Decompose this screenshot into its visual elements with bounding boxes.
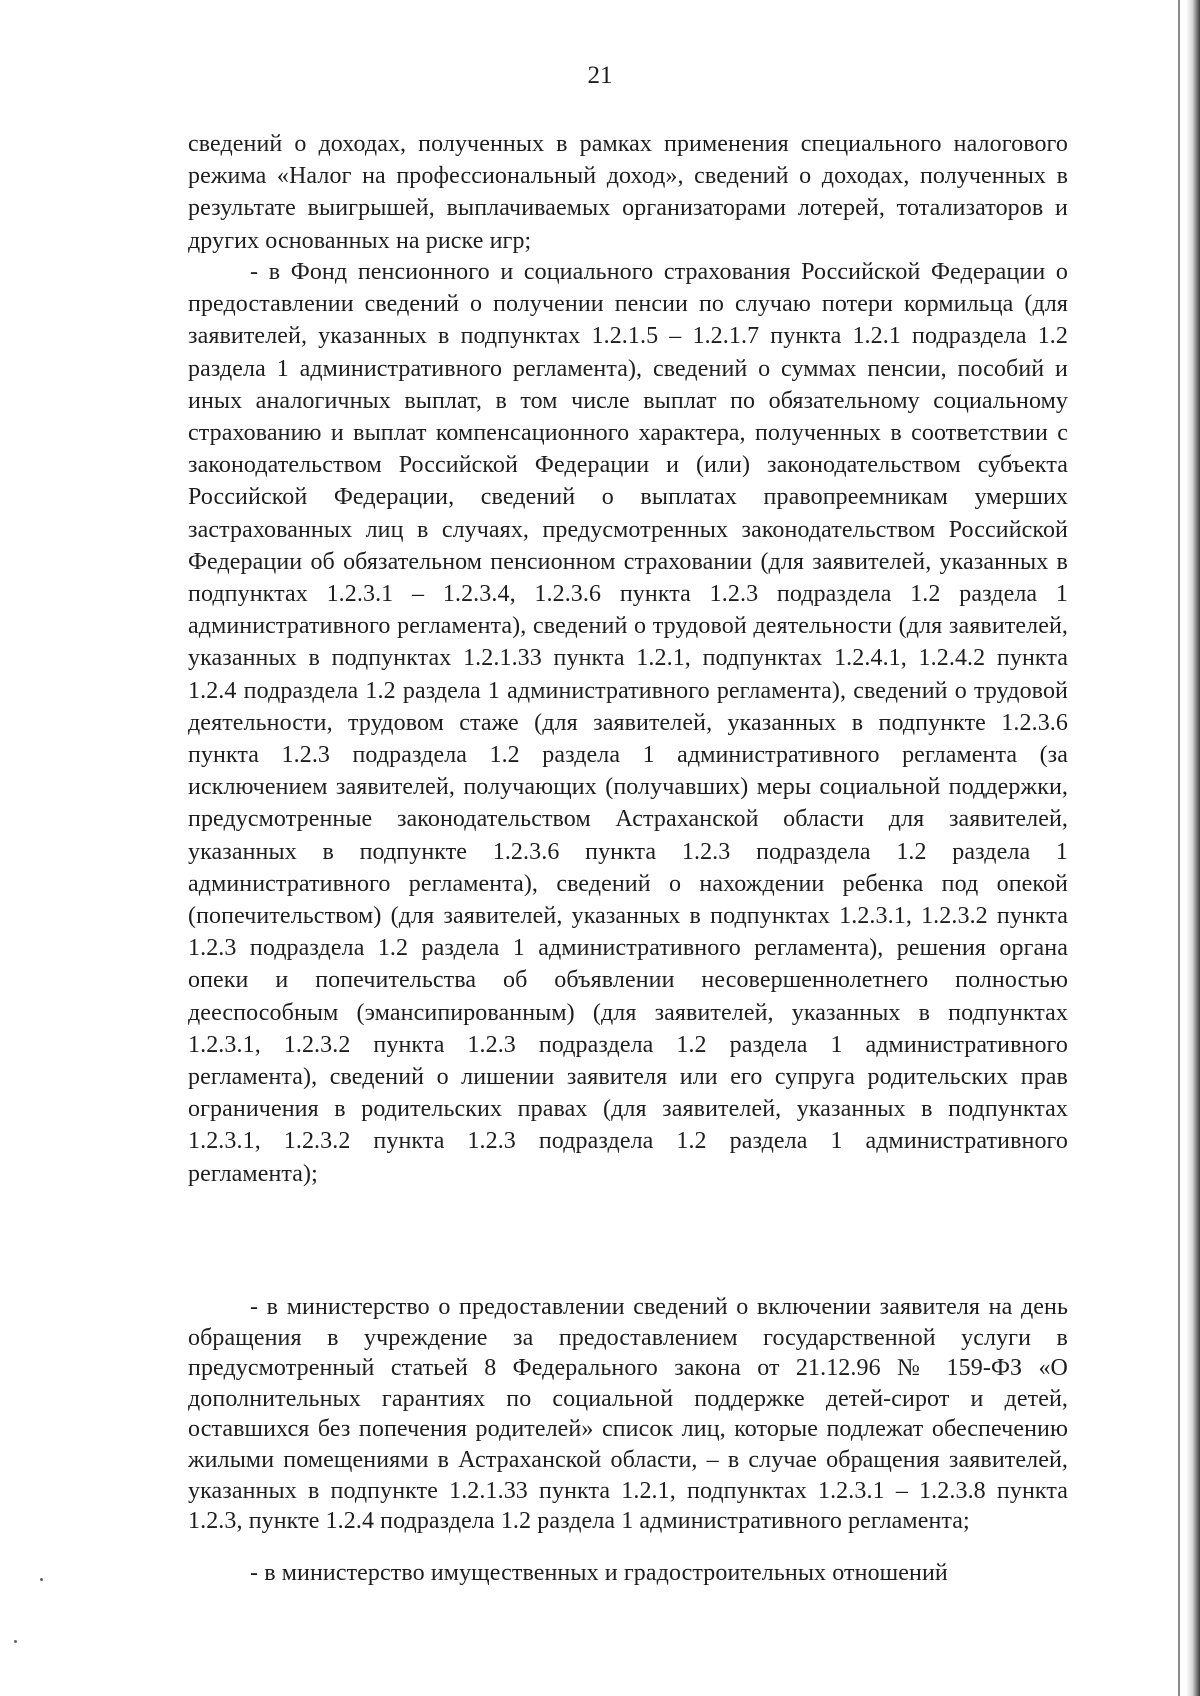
paragraph-ministry-request: - в министерство о предоставлении сведений о включении заявителя на день обращения в учреждение за предоставлением государственной услуги в предусмотренный статьей 8 Федерального закона от 21.12.96 № 159-ФЗ «О дополнительных гарантиях по социальной поддержке детей-сирот и детей, оставшихся без попечения родителей» список лиц, которые подлежат обеспечению жилыми помещениями в Астраханской области, – в случае обращения заявителей, указанных в подпункте 1.2.1.33 пункта 1.2.1, подпунктах 1.2.3.1 – 1.2.3.8 пункта 1.2.3, пункте 1.2.4 подраздела 1.2 раздела 1 административного регламента;	[188, 1294, 1068, 1535]
page-number: 21	[587, 62, 613, 89]
scan-speck	[40, 1578, 43, 1581]
paragraph-pension-fund-request: - в Фонд пенсионного и социального страхования Российской Федерации о предоставлении сведений о получении пенсии по случаю потери кормильца (для заявителей, указанных в подпунктах 1.2.1.5 – 1.2.1.7 пункта 1.2.1 подраздела 1.2 раздела 1 административного регламента), сведений о суммах пенсии, пособий и иных аналогичных выплат, в том числе выплат по обязательному социальному страхованию и выплат компенсационного характера, полученных в соответствии с законодательством Российской Федерации и (или) законодательством субъекта Российской Федерации, сведений о выплатах правопреемникам умерших застрахованных лиц в случаях, предусмотренных законодательством Российской Федерации об обязательном пенсионном страховании (для заявителей, указанных в подпунктах 1.2.3.1 – 1.2.3.4, 1.2.3.6 пункта 1.2.3 подраздела 1.2 раздела 1 административного регламента), сведений о трудовой деятельности (для заявителей, указанных в подпунктах 1.2.1.33 пункта 1.2.1, подпунктах 1.2.4.1, 1.2.4.2 пункта 1.2.4 подраздела 1.2 раздела 1 административного регламента), сведений о трудовой деятельности, трудовом стаже (для заявителей, указанных в подпункте 1.2.3.6 пункта 1.2.3 подраздела 1.2 раздела 1 административного регламента (за исключением заявителей, получающих (получавших) меры социальной поддержки, предусмотренные законодательством Астраханской области для заявителей, указанных в подпункте 1.2.3.6 пункта 1.2.3 подраздела 1.2 раздела 1 административного регламента), сведений о нахождении ребенка под опекой (попечительством) (для заявителей, указанных в подпунктах 1.2.3.1, 1.2.3.2 пункта 1.2.3 подраздела 1.2 раздела 1 административного регламента), решения органа опеки и попечительства об объявлении несовершеннолетнего полностью дееспособным (эмансипированным) (для заявителей, указанных в подпунктах 1.2.3.1, 1.2.3.2 пункта 1.2.3 подраздела 1.2 раздела 1 административного регламента), сведений о лишении заявителя или его супруга родительских прав ограничения в родительских правах (для заявителей, указанных в подпунктах 1.2.3.1, 1.2.3.2 пункта 1.2.3 подраздела 1.2 раздела 1 административного регламента);	[188, 259, 1068, 1187]
scan-border-line	[1178, 0, 1180, 1696]
paragraph-property-ministry-request: - в министерство имущественных и градостроительных отношений	[250, 1560, 948, 1586]
paragraph-income-continuation: сведений о доходах, полученных в рамках применения специального налогового режима «Налог на профессиональный доход», сведений о доходах, полученных в результате выигрышей, выплачиваемых организаторами лотерей, тотализаторов и других основанных на риске игр;	[188, 131, 1068, 254]
scan-speck	[14, 1640, 17, 1643]
scan-edge-shadow	[1186, 0, 1200, 1696]
